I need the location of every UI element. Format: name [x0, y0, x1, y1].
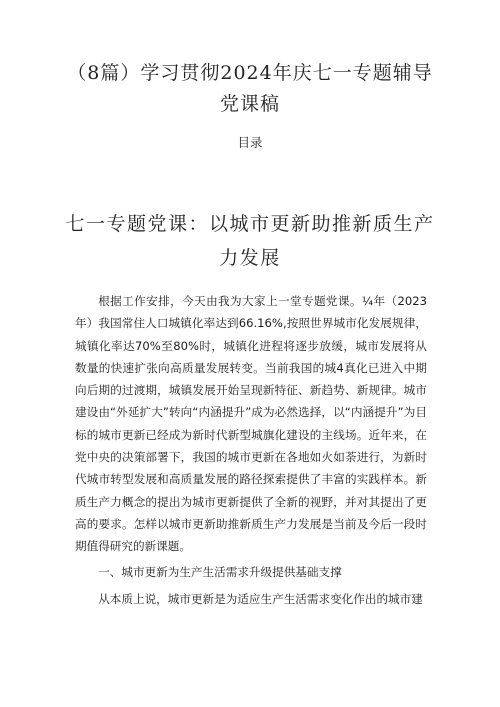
- document-body: [75, 290, 427, 610]
- document-title: （8篇）学习贯彻2024年庆七一专题辅导党课稿: [67, 62, 433, 115]
- toc-label: 目录: [237, 135, 263, 150]
- body-paragraph-2: 从本质上说，城市更新是为适应生产生活需求变化作出的城市建: [98, 591, 423, 606]
- body-paragraph-1: 根据工作安排，今天由我为大家上一堂专题党课。¼年（2023年）我国常住人口城镇化率达到66.16%,按照世界城市化发展规律，城镇化率达70%至80%时，城镇化进程将逐步放缓，城市发展将从数量的快速扩张向高质量发展转变。当前我国的城4真化已进入中期向后期的过渡期，城镇发展开始呈现新特征、新趋势、新规律。城市建设由“外延扩大”转向“内涵提升”成为必然选择，以“内涵提升”为目标的城市更新已经成为新时代新型城旗化建设的主线场。近年来，在党中央的决策部署下，我国的城市更新在各地如火如荼进行，为新时代城市转型发展和高质量发展的路径探索提供了丰富的实践样本。新质生产力概念的提出为城市更新提供了全新的视野，并对其提出了更高的要求。怎样以城市更新助推新质生产力发展是当前及今后一段时期值得研究的新课题。: [75, 294, 427, 554]
- section-title: 七一专题党课：以城市更新助推新质生产力发展: [65, 213, 435, 269]
- section-heading-1: 一、城市更新为生产生活需求升级提供基础支撑: [98, 564, 342, 579]
